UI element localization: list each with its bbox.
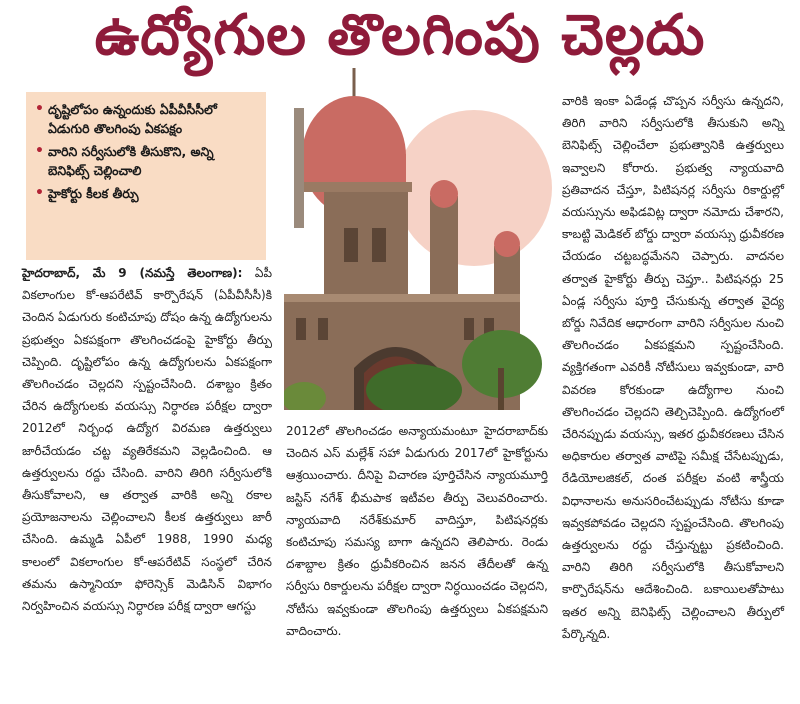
headline: ఉద్యోగుల తొలగింపు చెల్లదు: [94, 2, 706, 68]
article-text: వారికి ఇంకా ఏడేండ్ల చొప్పన సర్వీసు ఉన్నదని, తిరిగి వారిని సర్వీసులోకి తీసుకుని అన్ని బెనిఫిట్స్ చెల్లించేలా ప్రభుత్వానికి ఉత్తర్వులు ఇవ్వాలని కోరారు. ప్రభుత్వ న్యాయవాది ప్రతివాదన చేస్తూ, పిటిషనర్ల సర్వీసు రికార్డుల్లో వయస్సును అఫిడవిట్ల ద్వారా నమోదు చేశారని, కాబట్టి మెడికల్ బోర్డు ద్వారా వయస్సు ధ్రువీకరణ చేయడం చట్టబద్ధమేనని చెప్పారు. వాదనల తర్వాత హైకోర్టు తీర్పు చెప్తూ.. పిటిషనర్లు 25 ఏండ్ల సర్వీసు పూర్తి చేసుకున్న తర్వాత వైద్య బోర్డు నివేదిక ఆధారంగా వారిని సర్వీసుల నుంచి తొలగించడం ఏకపక్షమని స్పష్టంచేసింది. వ్యక్తిగతంగా ఎవరికీ నోటీసులు ఇవ్వకుండా, వారి వివరణ కోరకుండా ఉద్యోగాల నుంచి తొలగించడం చెల్లదని తెల్చిచెప్పింది. ఉద్యోగంలో చేరినప్పుడు వయస్సు, ఇతర ధ్రువీకరణలు చేసిన అధికారుల తర్వాత వాటిపై సమీక్ష చేసేటప్పుడు, రేడియోలజికల్, దంత పరీక్షల వంటి శాస్త్రీయ విధానాలను అనుసరించేటప్పుడు నోటీసు కూడా ఇవ్వకపోవడం చెల్లదని స్పష్టంచేసింది. తొలగింపు ఉత్తర్వులను రద్దు చేస్తున్నట్టు ప్రకటించింది. వారిని తిరిగి సర్వీసులోకి తీసుకోవాలని కార్పొరేషన్‌ను ఆదేశించింది. బకాయిలతోపాటు ఇతర అన్ని బెనిఫిట్స్ చెల్లించాలని తీర్పులో పేర్కొన్నది.: [562, 94, 784, 641]
highlight-item: • హైకోర్టు కీలక తీర్పు: [34, 184, 258, 203]
highlight-item: • వారిని సర్వీసులోకి తీసుకొని, అన్ని బెనిఫిట్స్ చెల్లించాలి: [34, 142, 258, 180]
high-court-photo: [284, 68, 566, 410]
article-text: 2012లో తొలగించడం అన్యాయమంటూ హైదరాబాద్‌కు చెందిన ఎస్ మల్లేశ్ సహా ఏడుగురు 2017లో హైకోర్టును ఆశ్రయించారు. దీనిపై విచారణ పూర్తిచేసిన న్యాయమూర్తి జస్టిస్ నగేశ్ భీమపాక ఇటీవల తీర్పు వెలువరించారు. న్యాయవాది నరేశ్‌కుమార్ వాదిస్తూ, పిటిషనర్లకు కంటిచూపు సమస్య బాగా ఉన్నదని తెలిపారు. రెండు దశాబ్దాల క్రితం ధ్రువీకరించిన జనన తేదీలతో ఉన్న సర్వీసు రికార్డులను పరీక్షల ద్వారా నిర్ధయించడం చెల్లదని, నోటీసు ఇవ్వకుండా తొలగింపు ఉత్తర్వులు ఏకపక్షమని వాదించారు.: [286, 424, 548, 638]
article-column-3: [562, 90, 784, 645]
article-text: ఏపీ వికలాంగుల కో-ఆపరేటివ్ కార్పొరేషన్ (ఏపీవీసీసీ)కి చెందిన ఏడుగురు కంటిచూపు దోషం ఉన్న ఉద్యోగులను ప్రభుత్వం ఏకపక్షంగా తొలగించడంపై హైకోర్టు తీర్పు చెప్పింది. దృష్టిలోపం ఉన్న ఉద్యోగులను ఏకపక్షంగా తొలగించడం చెల్లదని స్పష్టంచేసింది. దశాబ్దం క్రితం చేరిన ఉద్యోగులకు వయస్సు నిర్ధారణ పరీక్షల ద్వారా 2012లో నిర్బంధ ఉద్యోగ విరమణ ఉత్తర్వులు జారీచేయడం చట్ట వ్యతిరేకమని వెల్లడించింది. ఆ ఉత్తర్వులను రద్దు చేసింది. వారిని తిరిగి సర్వీసులోకి తీసుకోవాలని, ఆ తర్వాత వారికి అన్ని రకాల ప్రయోజనాలను చెల్లించాలని కీలక ఉత్తర్వులు జారీ చేసింది. ఉమ్మడి ఏపీలో 1988, 1990 మధ్య కాలంలో వికలాంగుల కో-ఆపరేటివ్ సంస్థలో చేరిన తమను ఉస్మానియా ఫోరెన్సిక్ మెడిసిన్ విభాగం నిర్వహించిన వయస్సు నిర్ధారణ పరీక్ష ద్వారా ఆగస్టు: [22, 266, 272, 614]
highlights-list: [34, 100, 258, 203]
highlight-item: • దృష్టిలోపం ఉన్నందుకు ఏపీవీసీసీలో ఏడుగురి తొలగింపు ఏకపక్షం: [34, 100, 258, 138]
highlights-box: [26, 92, 266, 260]
dateline: హైదరాబాద్, మే 9 (నమస్తే తెలంగాణ):: [22, 266, 243, 280]
article-column-1: [22, 262, 272, 617]
article-column-2: [286, 420, 548, 642]
high-court-illustration: [284, 68, 566, 410]
